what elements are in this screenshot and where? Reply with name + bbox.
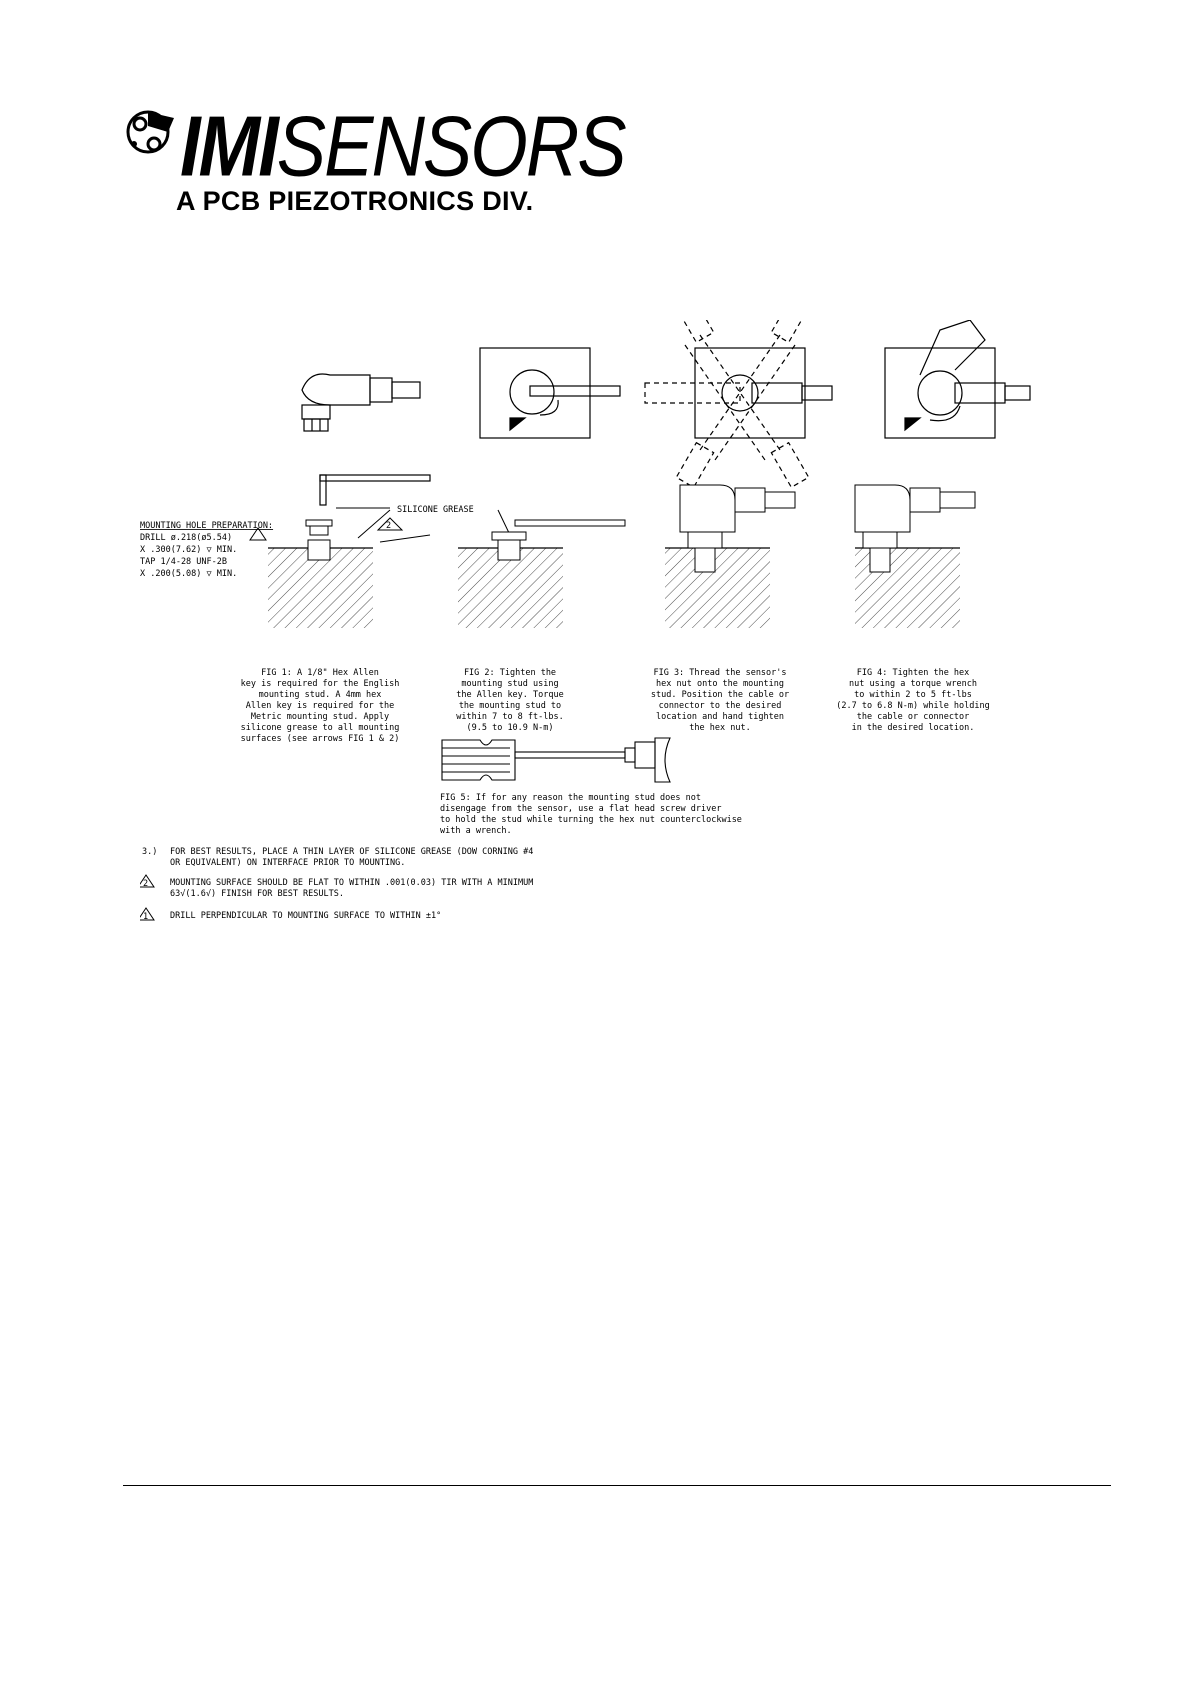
svg-text:disengage from the sensor, use: disengage from the sensor, use a flat head screw driver xyxy=(440,804,722,814)
note-2-line-1: MOUNTING SURFACE SHOULD BE FLAT TO WITHIN .001(0.03) TIR WITH A MINIMUM xyxy=(170,878,534,888)
silicone-grease-label: SILICONE GREASE xyxy=(397,505,474,515)
svg-text:stud. Position the cable or: stud. Position the cable or xyxy=(650,690,790,700)
svg-text:to within 2 to 5 ft-lbs: to within 2 to 5 ft-lbs xyxy=(854,690,972,700)
svg-text:FIG 1: A 1/8" Hex Allen: FIG 1: A 1/8" Hex Allen xyxy=(261,668,379,678)
svg-text:hex nut onto the mounting: hex nut onto the mounting xyxy=(656,679,784,689)
fig3-caption xyxy=(651,668,789,733)
hole-prep-line-1: MOUNTING HOLE PREPARATION: xyxy=(140,521,274,531)
svg-text:the hex nut.: the hex nut. xyxy=(689,723,751,733)
svg-text:key is required for the Englis: key is required for the English xyxy=(240,679,400,689)
svg-text:FIG 5: If for any reason the m: FIG 5: If for any reason the mounting stud does not xyxy=(440,793,701,803)
svg-text:FIG 3: Thread the sensor's: FIG 3: Thread the sensor's xyxy=(653,668,787,678)
fig4-drawing xyxy=(855,485,975,628)
svg-text:Allen key is required for the: Allen key is required for the xyxy=(245,701,395,711)
svg-text:to hold the stud while turning: to hold the stud while turning the hex nut counterclockwise xyxy=(440,815,742,825)
top-view-rotate-sensor xyxy=(645,320,832,487)
svg-text:within 7 to 8 ft-lbs.: within 7 to 8 ft-lbs. xyxy=(456,712,564,722)
logo-brand-light: SENSORS xyxy=(276,98,625,194)
svg-text:Metric mounting stud. Apply: Metric mounting stud. Apply xyxy=(250,712,390,722)
note-2-line-2: 63√(1.6√) FINISH FOR BEST RESULTS. xyxy=(170,889,344,899)
hole-preparation-notes xyxy=(140,521,273,579)
hole-prep-line-4: TAP 1/4-28 UNF-2B xyxy=(140,557,227,567)
svg-text:location and hand tighten: location and hand tighten xyxy=(656,712,784,722)
fig3-drawing xyxy=(665,485,795,628)
svg-text:(2.7 to 6.8 N-m) while holding: (2.7 to 6.8 N-m) while holding xyxy=(836,701,990,711)
hole-prep-line-2: DRILL ø.218(ø5.54) xyxy=(140,533,233,543)
svg-text:nut using a torque wrench: nut using a torque wrench xyxy=(849,679,977,689)
fig2-caption xyxy=(456,668,563,733)
hole-prep-line-3: X .300(7.62) ▽ MIN. xyxy=(140,545,238,555)
svg-text:surfaces (see arrows FIG 1 & 2: surfaces (see arrows FIG 1 & 2) xyxy=(240,734,400,744)
hole-prep-line-5: X .200(5.08) ▽ MIN. xyxy=(140,569,238,579)
fig4-caption xyxy=(836,668,990,733)
silicone-grease-callout xyxy=(336,505,510,538)
svg-text:FIG 2: Tighten the: FIG 2: Tighten the xyxy=(463,668,557,678)
svg-text:mounting stud using: mounting stud using xyxy=(461,679,559,689)
svg-text:in the desired location.: in the desired location. xyxy=(851,723,975,733)
note-3-marker: 3.) xyxy=(142,847,158,857)
fig5-drawing xyxy=(442,738,670,782)
logo-emblem-icon xyxy=(124,104,184,164)
logo-wordmark xyxy=(180,98,625,194)
svg-text:mounting stud. A 4mm hex: mounting stud. A 4mm hex xyxy=(258,690,382,700)
top-view-allen-key xyxy=(480,348,620,438)
svg-text:connector to the desired: connector to the desired xyxy=(658,701,782,711)
svg-text:2: 2 xyxy=(386,521,392,531)
company-logo xyxy=(124,98,625,220)
note-1-marker: 1 xyxy=(143,912,149,922)
note-3-line-1: FOR BEST RESULTS, PLACE A THIN LAYER OF SILICONE GREASE (DOW CORNING #4 xyxy=(170,847,534,857)
svg-text:with a wrench.: with a wrench. xyxy=(440,826,512,836)
svg-text:the cable or connector: the cable or connector xyxy=(856,712,970,722)
svg-text:the mounting stud to: the mounting stud to xyxy=(458,701,562,711)
top-view-torque-wrench xyxy=(885,320,1030,438)
logo-brand-bold: IMI xyxy=(180,98,277,194)
note-2-marker: 2 xyxy=(143,879,149,889)
installation-drawing xyxy=(140,320,1060,940)
fig5-caption xyxy=(440,793,742,836)
fig1-caption xyxy=(241,668,400,744)
logo-subtitle: A PCB PIEZOTRONICS DIV. xyxy=(176,186,534,216)
svg-text:the Allen key. Torque: the Allen key. Torque xyxy=(456,690,564,700)
note-3-line-2: OR EQUIVALENT) ON INTERFACE PRIOR TO MOUNTING. xyxy=(170,858,406,868)
footer-divider xyxy=(123,1485,1111,1486)
allen-key-icon xyxy=(320,475,430,505)
fig2-drawing xyxy=(458,520,625,628)
svg-text:silicone grease to all mountin: silicone grease to all mounting xyxy=(240,723,400,733)
note-1-line-1: DRILL PERPENDICULAR TO MOUNTING SURFACE TO WITHIN ±1° xyxy=(170,911,442,921)
fig1-drawing xyxy=(268,518,430,628)
svg-text:FIG 4: Tighten the hex: FIG 4: Tighten the hex xyxy=(856,668,970,678)
svg-text:(9.5 to 10.9 N-m): (9.5 to 10.9 N-m) xyxy=(466,723,554,733)
drawing-notes xyxy=(140,847,533,922)
sensor-side-view xyxy=(302,374,420,431)
